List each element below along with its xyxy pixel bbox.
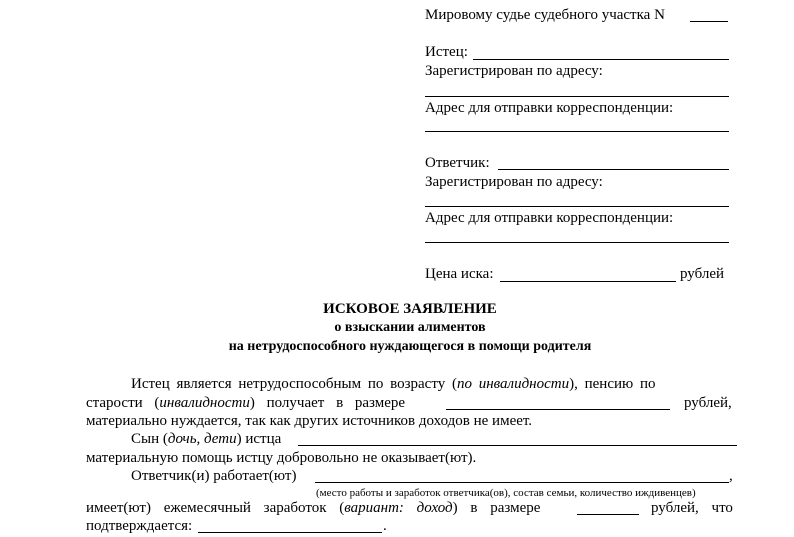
text: ) истца xyxy=(236,431,282,447)
court-number-blank[interactable] xyxy=(690,21,728,22)
defendant-mail-label: Адрес для отправки корреспонденции: xyxy=(425,210,674,226)
text: имеет(ют) ежемесячный заработок ( xyxy=(86,500,345,516)
earnings-unit: рублей, что xyxy=(651,500,733,516)
paragraph-1-line-3: материально нуждается, так как других источников доходов не имеет. xyxy=(86,413,533,429)
text: ) получает в размере xyxy=(249,395,406,411)
currency-label: рублей, xyxy=(684,395,732,411)
paragraph-3-line-2 xyxy=(86,499,540,517)
italic-text: по инвалидности xyxy=(456,376,570,392)
text: ) в размере xyxy=(452,500,541,516)
document-subtitle-1: о взыскании алиментов xyxy=(334,320,486,335)
pension-amount-blank[interactable] xyxy=(446,409,670,410)
employment-blank[interactable] xyxy=(315,482,729,483)
paragraph-2-line-1 xyxy=(131,430,281,448)
plaintiff-name-blank[interactable] xyxy=(473,59,729,60)
text: Сын ( xyxy=(131,431,168,447)
document-title: ИСКОВОЕ ЗАЯВЛЕНИЕ xyxy=(323,301,497,317)
text: ), пенсию по xyxy=(569,376,656,392)
italic-text: дочь, дети xyxy=(167,431,237,447)
paragraph-1-line-2 xyxy=(86,394,405,412)
claim-price-unit: рублей xyxy=(680,266,725,282)
plaintiff-address-blank[interactable] xyxy=(425,96,729,97)
comma: , xyxy=(729,468,733,484)
paragraph-1-line-1 xyxy=(131,375,656,393)
proof-blank[interactable] xyxy=(198,532,382,533)
text: Истец является нетрудоспособным по возрасту ( xyxy=(131,376,457,392)
defendant-registered-label: Зарегистрирован по адресу: xyxy=(425,174,603,190)
defendant-mail-blank[interactable] xyxy=(425,242,729,243)
earnings-amount-blank[interactable] xyxy=(577,514,639,515)
plaintiff-label: Истец: xyxy=(425,44,468,60)
defendant-label: Ответчик: xyxy=(425,155,490,171)
text: старости ( xyxy=(86,395,160,411)
claim-price-blank[interactable] xyxy=(500,281,676,282)
plaintiff-mail-label: Адрес для отправки корреспонденции: xyxy=(425,100,674,116)
employment-hint: (место работы и заработок ответчика(ов), состав семьи, количество иждивенцев) xyxy=(316,487,696,499)
claim-price-label: Цена иска: xyxy=(425,266,494,282)
plaintiff-registered-label: Зарегистрирован по адресу: xyxy=(425,63,603,79)
paragraph-2-line-2: материальную помощь истцу добровольно не оказывает(ют). xyxy=(86,450,477,466)
period: . xyxy=(383,518,387,534)
italic-text: инвалидности xyxy=(159,395,250,411)
addressee: Мировому судье судебного участка N xyxy=(425,7,665,23)
italic-text: вариант: доход xyxy=(344,500,453,516)
defendant-address-blank[interactable] xyxy=(425,206,729,207)
defendant-name-blank[interactable] xyxy=(498,169,729,170)
children-names-blank[interactable] xyxy=(298,445,737,446)
document-subtitle-2: на нетрудоспособного нуждающегося в помощи родителя xyxy=(228,339,592,354)
paragraph-3-line-1: Ответчик(и) работает(ют) xyxy=(131,468,297,484)
plaintiff-mail-blank[interactable] xyxy=(425,131,729,132)
paragraph-3-line-3: подтверждается: xyxy=(86,518,193,534)
